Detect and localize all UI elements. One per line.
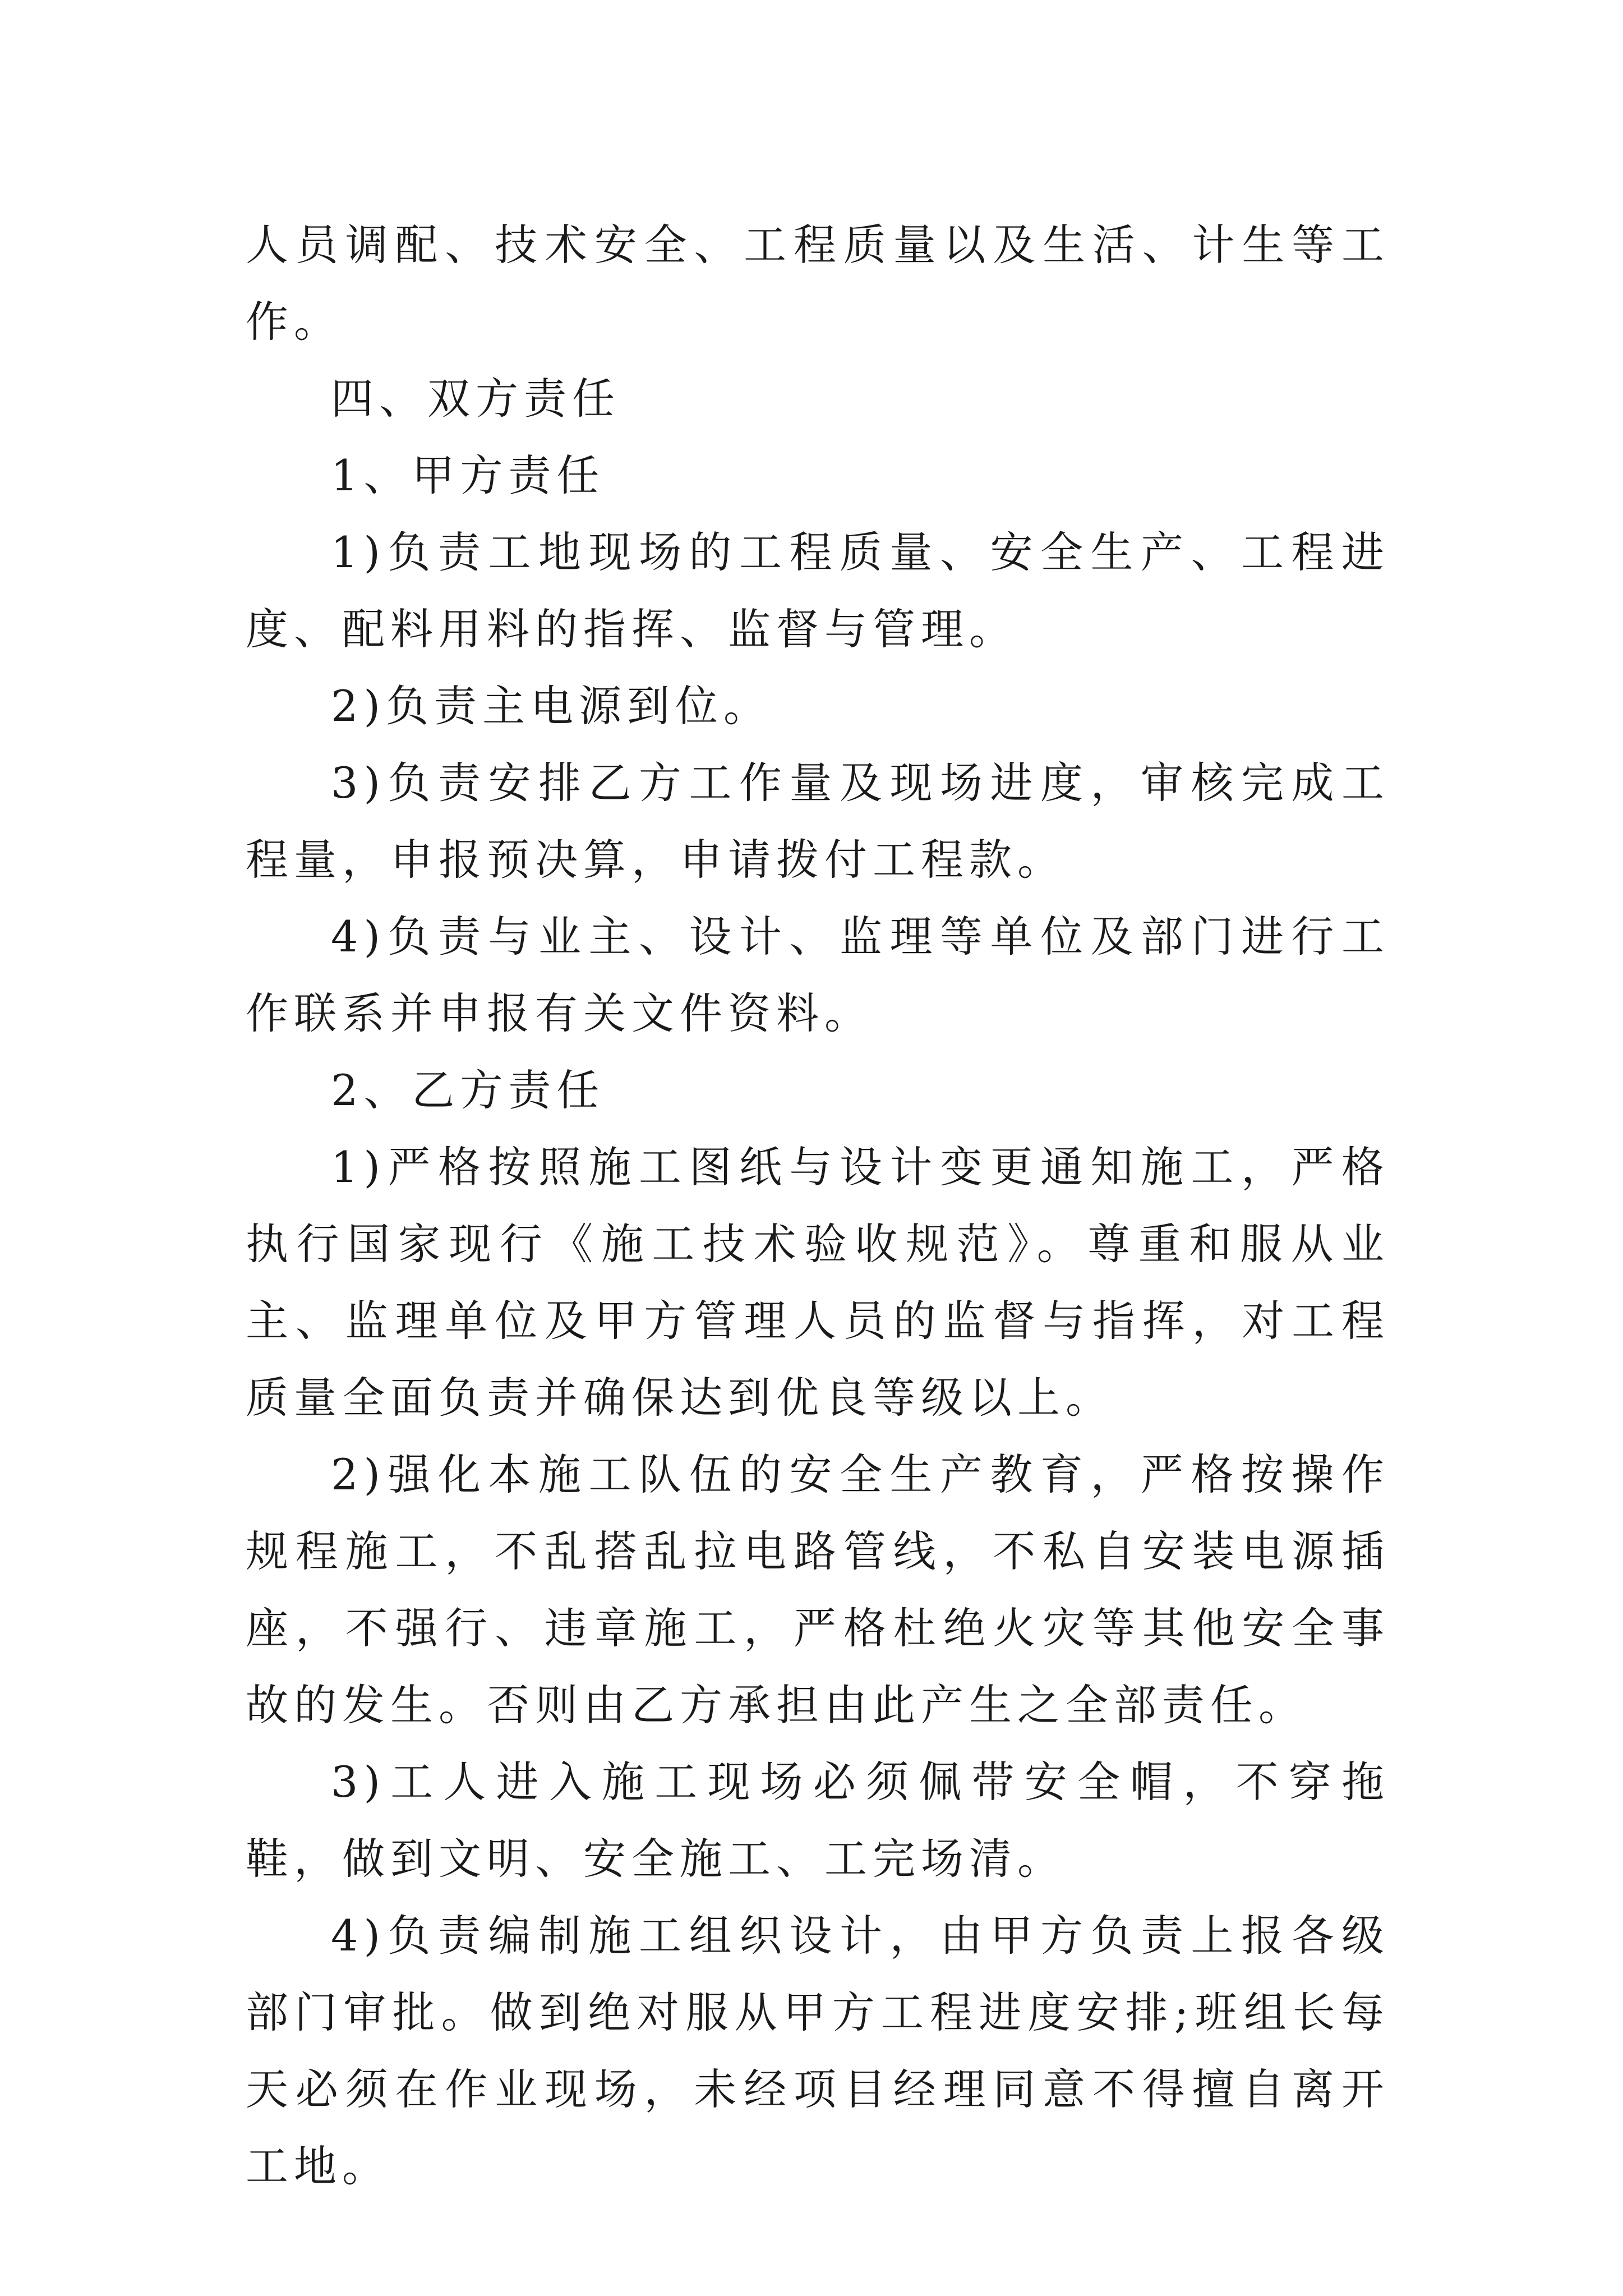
party-a-item-4: 4)负责与业主、设计、监理等单位及部门进行工作联系并申报有关文件资料。 bbox=[246, 912, 1390, 1038]
subheading-party-b-responsibilities: 2、乙方责任 bbox=[331, 1065, 605, 1115]
section-heading-mutual-responsibilities: 四、双方责任 bbox=[331, 374, 620, 424]
party-a-item-2: 2)负责主电源到位。 bbox=[331, 681, 772, 731]
party-b-item-4: 4)负责编制施工组织设计，由甲方负责上报各级部门审批。做到绝对服从甲方工程进度安排;班组长每天必须在作业现场，未经项目经理同意不得擅自离开工地。 bbox=[246, 1911, 1390, 2191]
party-b-item-1: 1)严格按照施工图纸与设计变更通知施工，严格执行国家现行《施工技术验收规范》。尊重和服从业主、监理单位及甲方管理人员的监督与指挥，对工程质量全面负责并确保达到优良等级以上。 bbox=[246, 1142, 1390, 1423]
party-a-item-3: 3)负责安排乙方工作量及现场进度，审核完成工程量，申报预决算，申请拨付工程款。 bbox=[246, 758, 1390, 885]
party-a-item-1: 1)负责工地现场的工程质量、安全生产、工程进度、配料用料的指挥、监督与管理。 bbox=[246, 527, 1390, 654]
document-body bbox=[246, 206, 1390, 2205]
paragraph-continuation: 人员调配、技术安全、工程质量以及生活、计生等工作。 bbox=[246, 220, 1390, 347]
subheading-party-a-responsibilities: 1、甲方责任 bbox=[331, 450, 605, 500]
party-b-item-3: 3)工人进入施工现场必须佩带安全帽，不穿拖鞋，做到文明、安全施工、工完场清。 bbox=[246, 1757, 1390, 1884]
party-b-item-2: 2)强化本施工队伍的安全生产教育，严格按操作规程施工，不乱搭乱拉电路管线，不私自安装电源插座，不强行、违章施工，严格杜绝火灾等其他安全事故的发生。否则由乙方承担由此产生之全部责任。 bbox=[246, 1450, 1390, 1730]
